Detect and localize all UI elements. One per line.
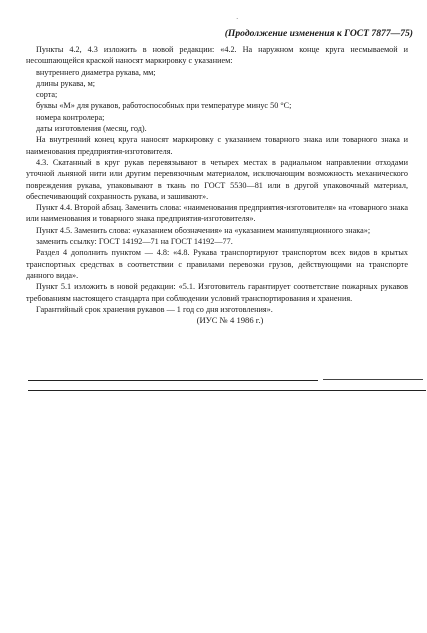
divider-line bbox=[323, 379, 423, 380]
marking-list-item: номера контролера; bbox=[36, 112, 105, 122]
marking-list-item: внутреннего диаметра рукава, мм; bbox=[36, 67, 156, 77]
source-reference: (ИУС № 4 1986 г.) bbox=[196, 315, 264, 326]
marking-list-item: длины рукава, м; bbox=[36, 78, 96, 88]
paragraph-list bbox=[26, 44, 408, 315]
paragraph: Пункт 4.5. Заменить слова: «указанием обозначения» на «указанием манипуляционного знака»; bbox=[36, 225, 371, 235]
marking-list-item: даты изготовления (месяц, год). bbox=[36, 124, 147, 134]
paragraph: Пункт 4.4. Второй абзац. Заменить слова: «наименования предприятия-изготовителя» на «товарного знака или наименования и товарного знака предприятия-изготовителя». bbox=[26, 203, 408, 224]
amendment-body bbox=[26, 44, 408, 326]
divider-line bbox=[28, 380, 318, 381]
marking-list-item: сорта; bbox=[36, 90, 58, 100]
marking-list-item: буквы «М» для рукавов, работоспособных при температуре минус 50 °С; bbox=[36, 101, 292, 111]
paragraph: 4.3. Скатанный в круг рукав перевязывают в четырех местах в радиальном направлении отходами уточной льняной нити или другим перевязочным материалом, исключающим возможность механического повреждения рукава, упаковывают в ткань по ГОСТ 5530—81 или в другой упаковочный материал, обеспечивающий сохранность рукава, и зашивают». bbox=[26, 157, 408, 201]
paragraph: На внутренний конец круга наносят маркировку с указанием товарного знака или товарного знака и наименования предприятия-изготовителя. bbox=[26, 135, 408, 156]
paragraph: Пункт 5.1 изложить в новой редакции: «5.1. Изготовитель гарантирует соответствие пожарных рукавов требованиям настоящего стандарта при соблюдении условий транспортирования и хранения. bbox=[26, 282, 408, 303]
paragraph: заменить ссылку: ГОСТ 14192—71 на ГОСТ 14192—77. bbox=[36, 237, 233, 247]
divider-line bbox=[28, 390, 426, 391]
paragraph: Гарантийный срок хранения рукавов — 1 год со дня изготовления». bbox=[36, 304, 273, 314]
page-mark: · bbox=[236, 15, 239, 23]
continuation-header: (Продолжение изменения к ГОСТ 7877—75) bbox=[224, 28, 413, 39]
paragraph: Раздел 4 дополнить пунктом — 4.8: «4.8. Рукава транспортируют транспортом всех видов в крытых транспортных средствах в соответствии с правилами перевозки грузов, действующими на транспорте данного вида». bbox=[26, 248, 408, 280]
closing-rules bbox=[28, 380, 426, 396]
paragraph: Пункты 4.2, 4.3 изложить в новой редакции: «4.2. На наружном конце круга несмываемой и несошпающейся краской наносят маркировку с указанием: bbox=[26, 45, 408, 66]
